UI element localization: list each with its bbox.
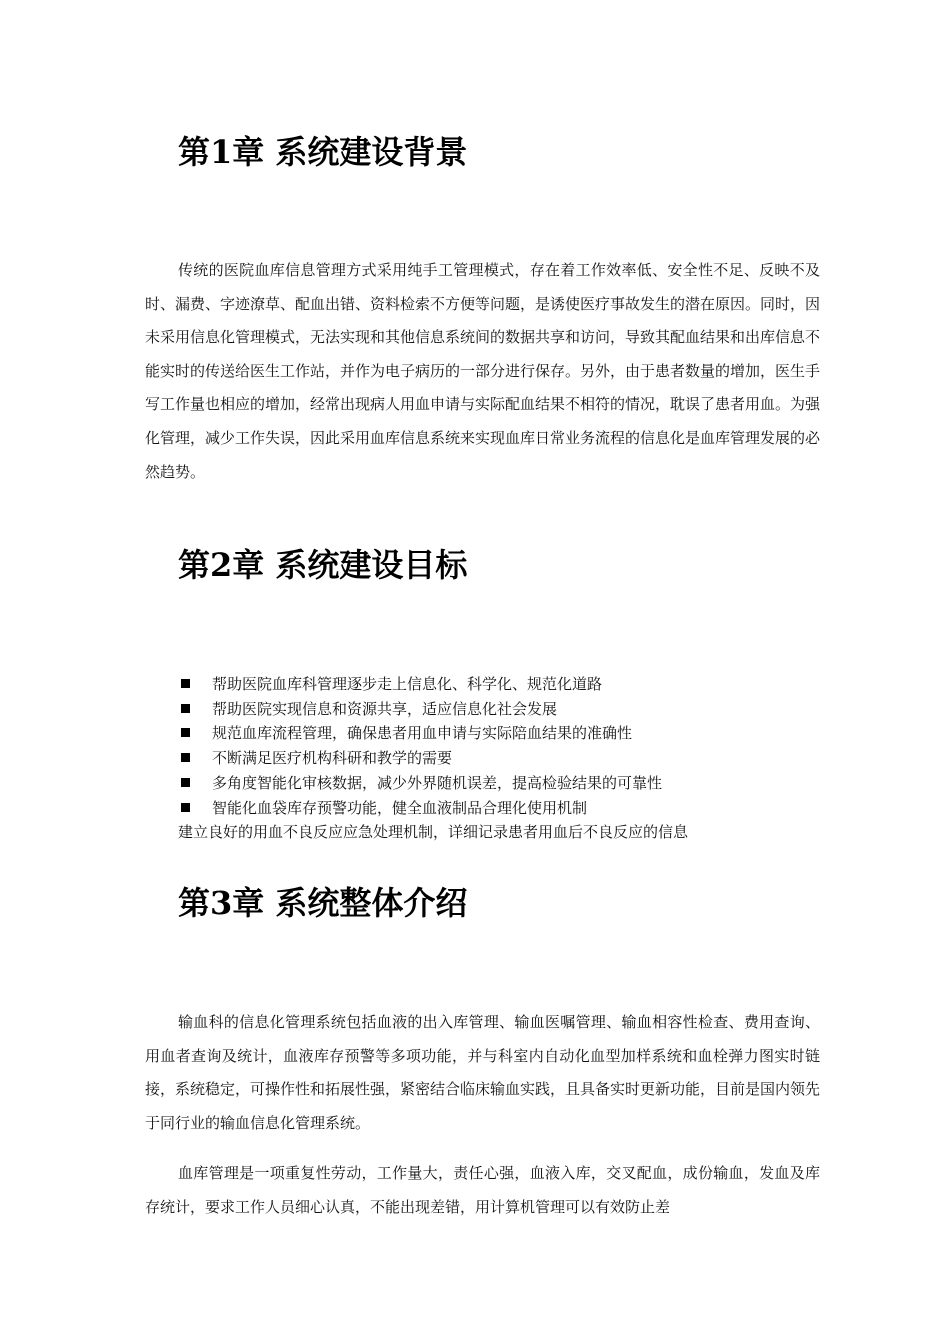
list-item-text: 帮助医院实现信息和资源共享，适应信息化社会发展 — [212, 699, 558, 718]
list-item — [178, 770, 818, 795]
chapter-1-title: 第1章 系统建设背景 — [178, 133, 468, 171]
black-square-bullet-icon — [181, 803, 190, 812]
list-item-text: 规范血库流程管理，确保患者用血申请与实际陪血结果的准确性 — [212, 724, 633, 743]
goals-trailing-line: 建立良好的用血不良反应应急处理机制，详细记录患者用血后不良反应的信息 — [178, 823, 689, 841]
black-square-bullet-icon — [181, 753, 190, 762]
chapter-3-title: 第3章 系统整体介绍 — [178, 884, 468, 922]
chapter-2-title: 第2章 系统建设目标 — [178, 546, 468, 584]
chapter-3-paragraph-2: 血库管理是一项重复性劳动，工作量大，责任心强，血液入库，交叉配血，成份输血，发血及库存统计，要求工作人员细心认真，不能出现差错，用计算机管理可以有效防止差 — [145, 1164, 820, 1216]
list-item — [178, 671, 818, 696]
black-square-bullet-icon — [181, 704, 190, 713]
list-item — [178, 795, 818, 820]
chapter-3-paragraph-1: 输血科的信息化管理系统包括血液的出入库管理、输血医嘱管理、输血相容性检查、费用查询、用血者查询及统计，血液库存预警等多项功能，并与科室内自动化血型加样系统和血栓弹力图实时链接，系统稳定，可操作性和拓展性强，紧密结合临床输血实践，且具备实时更新功能，目前是国内领先于同行业的输血信息化管理系统。 — [145, 1013, 821, 1132]
goals-bullet-list — [178, 671, 818, 820]
black-square-bullet-icon — [181, 679, 190, 688]
black-square-bullet-icon — [181, 778, 190, 787]
list-item-text: 智能化血袋库存预警功能，健全血液制品合理化使用机制 — [212, 798, 588, 817]
list-item — [178, 721, 818, 746]
black-square-bullet-icon — [181, 728, 190, 737]
chapter-1-paragraph-1: 传统的医院血库信息管理方式采用纯手工管理模式，存在着工作效率低、安全性不足、反映不及时、漏费、字迹潦草、配血出错、资料检索不方便等问题，是诱使医疗事故发生的潜在原因。同时，因未采用信息化管理模式，无法实现和其他信息系统间的数据共享和访问，导致其配血结果和出库信息不能实时的传送给医生工作站，并作为电子病历的一部分进行保存。另外，由于患者数量的增加，医生手写工作量也相应的增加，经常出现病人用血申请与实际配血结果不相符的情况，耽误了患者用血。为强化管理，减少工作失误，因此采用血库信息系统来实现血库日常业务流程的信息化是血库管理发展的必然趋势。 — [145, 261, 821, 481]
list-item — [178, 696, 818, 721]
list-item-text: 帮助医院血库科管理逐步走上信息化、科学化、规范化道路 — [212, 674, 603, 693]
list-item-text: 多角度智能化审核数据，减少外界随机误差，提高检验结果的可靠性 — [212, 774, 663, 793]
list-item — [178, 745, 818, 770]
list-item-text: 不断满足医疗机构科研和教学的需要 — [212, 749, 453, 768]
